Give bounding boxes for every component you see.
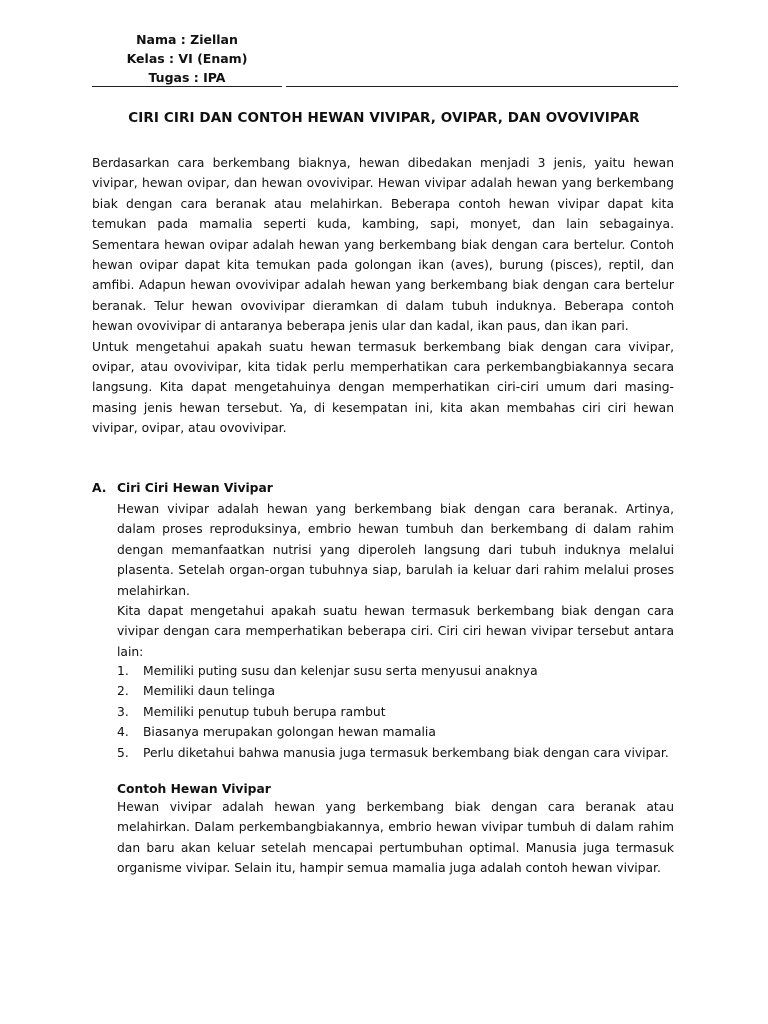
- list-text: Memiliki penutup tubuh berupa rambut: [143, 704, 386, 719]
- header-divider-right: [286, 86, 678, 87]
- intro-paragraph: Berdasarkan cara berkembang biaknya, hewan dibedakan menjadi 3 jenis, yaitu hewan vivipar, hewan ovipar, dan hewan ovovivipar. Hewan vivipar adalah hewan yang berkembang biak dengan cara beranak atau melahirkan. Beberapa contoh hewan vivipar dapat kita temukan pada mamalia seperti kuda, kambing, sapi, monyet, dan lain sebagainya. Sementara hewan ovipar adalah hewan yang berkembang biak dengan cara bertelur. Contoh hewan ovipar dapat kita temukan pada golongan ikan (aves), burung (pisces), reptil, dan amfibi. Adapun hewan ovovivipar adalah hewan yang berkembang biak dengan cara bertelur beranak. Telur hewan ovovivipar dieramkan di dalam tubuh induknya. Beberapa contoh hewan ovovivipar di antaranya beberapa jenis ular dan kadal, ikan paus, dan ikan pari.: [92, 156, 674, 334]
- student-info: [92, 30, 282, 87]
- list-item: [117, 661, 674, 681]
- section-title: Ciri Ciri Hewan Vivipar: [117, 481, 273, 495]
- list-number: 2.: [117, 684, 129, 699]
- section-a-body: [117, 499, 674, 662]
- list-text: Memiliki daun telinga: [143, 684, 276, 699]
- list-item: [117, 743, 674, 763]
- header-divider-left: [92, 86, 282, 87]
- section-paragraph: Kita dapat mengetahui apakah suatu hewan termasuk berkembang biak dengan cara vivipar dengan cara memperhatikan beberapa ciri. Ciri ciri hewan vivipar tersebut antara lain:: [117, 604, 674, 659]
- list-item: [117, 702, 674, 722]
- section-marker: A.: [92, 481, 107, 495]
- list-number: 3.: [117, 704, 129, 719]
- list-text: Biasanya merupakan golongan hewan mamalia: [143, 725, 436, 740]
- student-name: Nama : Ziellan: [136, 32, 238, 47]
- document-title: CIRI CIRI DAN CONTOH HEWAN VIVIPAR, OVIPAR, DAN OVOVIVIPAR: [128, 110, 640, 126]
- list-item: [117, 722, 674, 742]
- list-number: 1.: [117, 664, 129, 678]
- list-item: [117, 681, 674, 701]
- section-a-heading: [92, 478, 674, 498]
- assignment-subject: Tugas : IPA: [148, 70, 226, 85]
- list-number: 5.: [117, 745, 129, 760]
- intro-paragraph: Untuk mengetahui apakah suatu hewan termasuk berkembang biak dengan cara vivipar, ovipar, atau ovovivipar, kita tidak perlu memperhatikan cara perkembangbiakannya secara langsung. Kita dapat mengetahuinya dengan memperhatikan ciri-ciri umum dari masing-masing jenis hewan tersebut. Ya, di kesempatan ini, kita akan membahas ciri ciri hewan vivipar, ovipar, atau ovovivipar.: [92, 339, 674, 436]
- vivipar-traits-list: [117, 661, 674, 763]
- examples-heading: Contoh Hewan Vivipar: [117, 782, 271, 796]
- list-text: Perlu diketahui bahwa manusia juga termasuk berkembang biak dengan cara vivipar.: [143, 745, 669, 760]
- intro-section: [92, 153, 674, 439]
- examples-body: [117, 797, 674, 879]
- examples-paragraph: Hewan vivipar adalah hewan yang berkembang biak dengan cara beranak atau melahirkan. Dalam perkembangbiakannya, embrio hewan vivipar tumbuh di dalam rahim dan baru akan keluar setelah mencapai pertumbuhan optimal. Manusia juga termasuk organisme vivipar. Selain itu, hampir semua mamalia juga adalah contoh hewan vivipar.: [117, 800, 674, 876]
- student-class: Kelas : VI (Enam): [126, 51, 248, 66]
- section-paragraph: Hewan vivipar adalah hewan yang berkembang biak dengan cara beranak. Artinya, dalam proses reproduksinya, embrio hewan tumbuh dan berkembang di dalam rahim dengan memanfaatkan nutrisi yang diperoleh langsung dari tubuh induknya melalui plasenta. Setelah organ-organ tubuhnya siap, barulah ia keluar dari rahim melalui proses melahirkan.: [117, 502, 674, 598]
- list-text: Memiliki puting susu dan kelenjar susu serta menyusui anaknya: [143, 664, 538, 678]
- list-number: 4.: [117, 725, 129, 740]
